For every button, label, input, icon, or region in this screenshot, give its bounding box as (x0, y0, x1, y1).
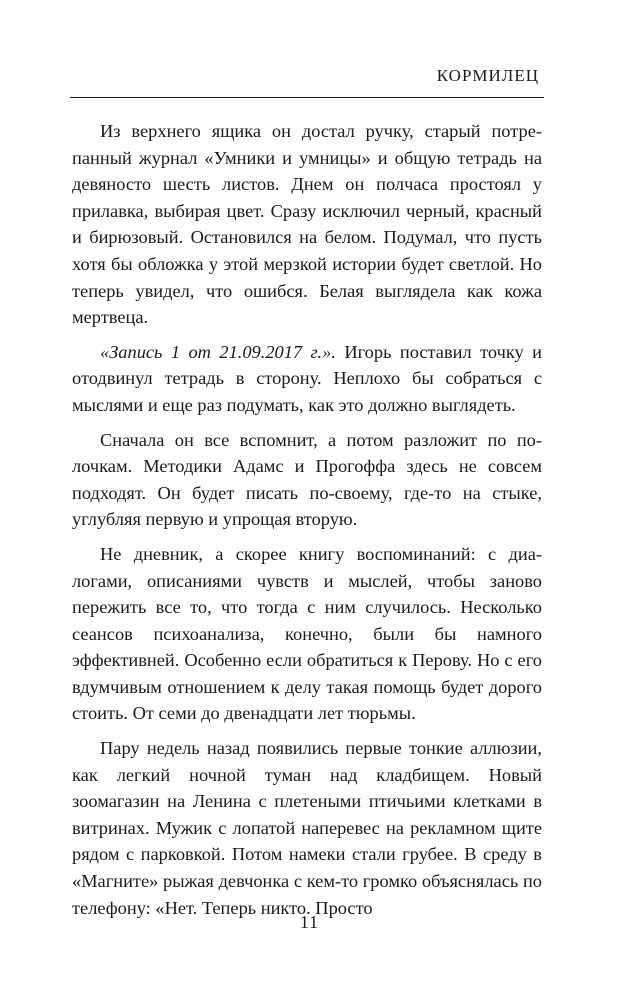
paragraph (72, 427, 542, 533)
paragraph (72, 339, 542, 419)
paragraph-text: Не дневник, а скорее книгу воспоминаний: с диалогами, описаниями чувств и мыслей, чтобы заново пережить все то, что тогда с ним случилось. Несколько сеансов психоанализа, конечно, были бы намного эффективней. Особенно если обратиться к Перову. Но с его вдумчивым отношением к делу такая помощь будет дорого стоить. От семи до двенадцати лет тюрьмы. (72, 543, 542, 724)
paragraph-text: Пару недель назад появились первые тонкие аллюзии, как легкий ночной туман над кладбищем. Новый зоомагазин на Ленина с плетеными птичьими клетками в витринах. Мужик с лопатой наперевес на рекламном щите рядом с парковкой. Потом намеки стали грубее. В среду в «Магните» рыжая девчонка с кем-то громко объяснялась по телефону: «Нет. Теперь никто. Просто (72, 738, 542, 918)
paragraph (72, 118, 542, 331)
record-heading: «Запись 1 от 21.09.2017 г.». (100, 341, 336, 362)
paragraph-text: Игорь поставил точку и отодвинул тетрадь в сторону. Неплохо бы собраться с мыслями и еще раз подумать, как это должно выглядеть. (72, 341, 543, 415)
header-rule (70, 97, 544, 98)
running-header-title: КОРМИЛЕЦ (436, 66, 539, 85)
paragraph-text: Сначала он все вспомнит, а потом разложит по полочкам. Методики Адамс и Прогоффа здесь не совсем подходят. Он будет писать по-своему, где-то на стыке, углубляя первую и упрощая вторую. (72, 429, 542, 530)
paragraph (72, 541, 542, 727)
body-text (72, 118, 542, 921)
paragraph-text: Из верхнего ящика он достал ручку, старый потрепанный журнал «Умники и умницы» и общую тетрадь на девяносто шесть листов. Днем он полчаса простоял у прилавка, выбирая цвет. Сразу исключил черный, красный и бирюзовый. Остановился на белом. Подумал, что пусть хотя бы обложка у этой мерзкой истории будет светлой. Но теперь увидел, что ошибся. Белая выглядела как кожа мертвеца. (72, 121, 542, 328)
paragraph (72, 735, 542, 921)
page-number: 11 (299, 912, 320, 932)
